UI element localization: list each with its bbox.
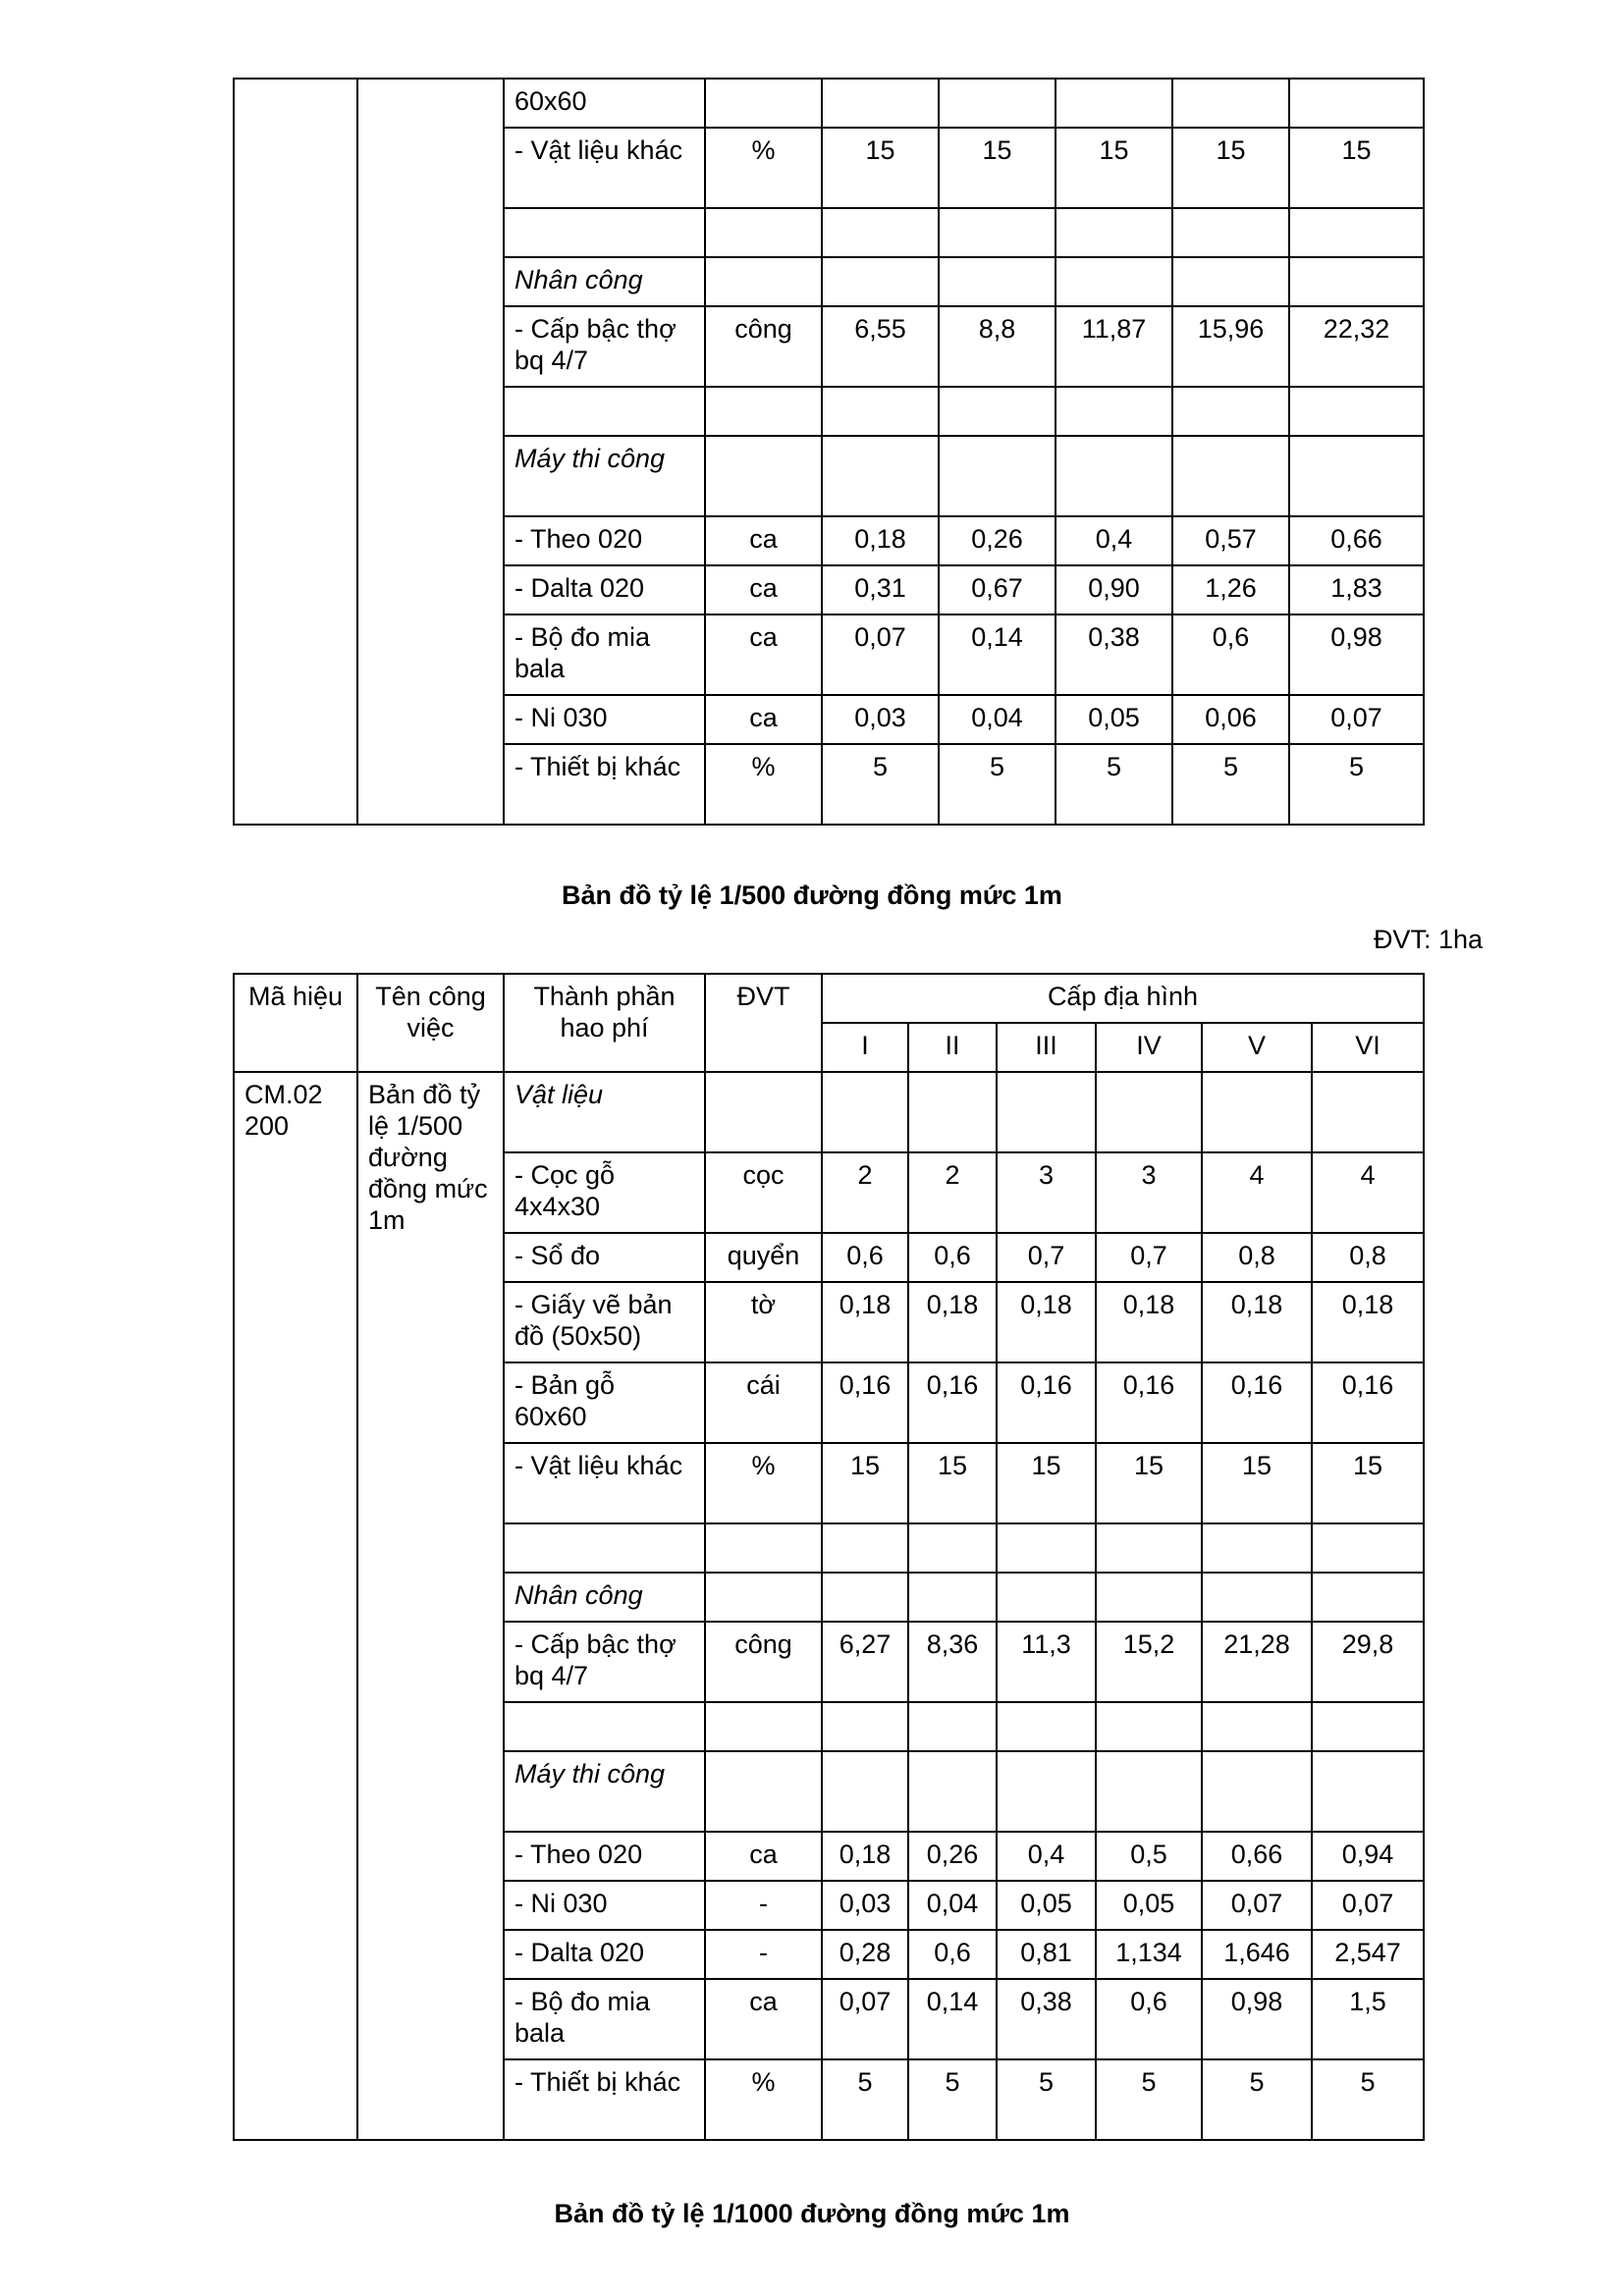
value-cell: 8,36 (908, 1622, 997, 1702)
unit-cell: cọc (705, 1152, 822, 1233)
value-cell: 0,57 (1172, 516, 1289, 565)
unit-cell: ca (705, 614, 822, 695)
value-cell (1056, 208, 1172, 257)
unit-cell (705, 257, 822, 306)
value-cell: 0,04 (939, 695, 1056, 744)
unit-cell (705, 79, 822, 128)
value-cell: 0,18 (1312, 1282, 1424, 1362)
component-cell: - Thiết bị khác (504, 2059, 705, 2140)
unit-cell (705, 1702, 822, 1751)
value-cell (1312, 1072, 1424, 1152)
value-cell: 6,27 (822, 1622, 908, 1702)
unit-cell: % (705, 128, 822, 208)
value-cell: 15 (1096, 1443, 1202, 1523)
value-cell (822, 1573, 908, 1622)
unit-cell: công (705, 306, 822, 387)
value-cell (1289, 79, 1424, 128)
value-cell: 15,96 (1172, 306, 1289, 387)
value-cell (939, 79, 1056, 128)
component-cell: 60x60 (504, 79, 705, 128)
value-cell: 0,31 (822, 565, 939, 614)
col-header-component: Thành phần hao phí (504, 974, 705, 1072)
value-cell (908, 1573, 997, 1622)
value-cell (997, 1072, 1096, 1152)
component-cell: - Cọc gỗ 4x4x30 (504, 1152, 705, 1233)
value-cell (1096, 1702, 1202, 1751)
value-cell (1056, 387, 1172, 436)
unit-cell: - (705, 1930, 822, 1979)
value-cell: 0,28 (822, 1930, 908, 1979)
value-cell: 0,7 (997, 1233, 1096, 1282)
value-cell: 1,26 (1172, 565, 1289, 614)
value-cell: 0,94 (1312, 1832, 1424, 1881)
value-cell: 0,06 (1172, 695, 1289, 744)
value-cell: 15 (1289, 128, 1424, 208)
table-row (234, 79, 1424, 128)
value-cell: 0,05 (1056, 695, 1172, 744)
value-cell (1172, 257, 1289, 306)
value-cell (822, 436, 939, 516)
value-cell: 0,6 (822, 1233, 908, 1282)
value-cell (939, 257, 1056, 306)
value-cell: 5 (822, 2059, 908, 2140)
value-cell: 5 (1202, 2059, 1312, 2140)
value-cell: 0,98 (1289, 614, 1424, 695)
value-cell: 21,28 (1202, 1622, 1312, 1702)
unit-cell: % (705, 2059, 822, 2140)
unit-cell: ca (705, 695, 822, 744)
unit-note: ĐVT: 1ha (1373, 925, 1483, 954)
value-cell (1202, 1751, 1312, 1832)
value-cell: 15 (1172, 128, 1289, 208)
component-cell: - Bộ đo mia bala (504, 1979, 705, 2059)
value-cell: 0,07 (1312, 1881, 1424, 1930)
value-cell: 0,6 (908, 1233, 997, 1282)
value-cell: 5 (997, 2059, 1096, 2140)
value-cell: 15 (822, 1443, 908, 1523)
section-label: Máy thi công (504, 1751, 705, 1832)
value-cell: 4 (1312, 1152, 1424, 1233)
code-cell (234, 79, 357, 825)
unit-cell: ca (705, 565, 822, 614)
unit-cell: ca (705, 1979, 822, 2059)
component-cell (504, 387, 705, 436)
unit-cell (705, 1573, 822, 1622)
value-cell (997, 1702, 1096, 1751)
col-header-level: III (997, 1023, 1096, 1072)
value-cell: 5 (822, 744, 939, 825)
col-header-work: Tên công việc (357, 974, 504, 1072)
col-header-level: IV (1096, 1023, 1202, 1072)
value-cell: 11,87 (1056, 306, 1172, 387)
value-cell: 0,98 (1202, 1979, 1312, 2059)
work-name-cell (357, 79, 504, 825)
value-cell: 5 (1056, 744, 1172, 825)
component-cell: - Sổ đo (504, 1233, 705, 1282)
value-cell (822, 1072, 908, 1152)
value-cell: 1,134 (1096, 1930, 1202, 1979)
value-cell (1289, 436, 1424, 516)
value-cell (1202, 1702, 1312, 1751)
unit-cell (705, 1072, 822, 1152)
value-cell: 0,38 (997, 1979, 1096, 2059)
value-cell (1096, 1523, 1202, 1573)
value-cell (1056, 436, 1172, 516)
component-cell: - Vật liệu khác (504, 1443, 705, 1523)
section-heading: Bản đồ tỷ lệ 1/500 đường đồng mức 1m (562, 881, 1062, 910)
value-cell: 0,18 (822, 1832, 908, 1881)
value-cell: 0,8 (1202, 1233, 1312, 1282)
unit-cell: ca (705, 516, 822, 565)
value-cell: 0,03 (822, 1881, 908, 1930)
value-cell: 4 (1202, 1152, 1312, 1233)
value-cell (939, 208, 1056, 257)
value-cell: 0,66 (1202, 1832, 1312, 1881)
value-cell (1096, 1573, 1202, 1622)
component-cell (504, 208, 705, 257)
component-cell: - Giấy vẽ bản đồ (50x50) (504, 1282, 705, 1362)
value-cell: 1,83 (1289, 565, 1424, 614)
component-cell: - Cấp bậc thợ bq 4/7 (504, 306, 705, 387)
section-label: Nhân công (504, 257, 705, 306)
value-cell: 0,16 (1312, 1362, 1424, 1443)
value-cell: 1,5 (1312, 1979, 1424, 2059)
value-cell: 0,6 (908, 1930, 997, 1979)
value-cell (1312, 1523, 1424, 1573)
value-cell: 3 (1096, 1152, 1202, 1233)
value-cell (1202, 1573, 1312, 1622)
component-cell: - Cấp bậc thợ bq 4/7 (504, 1622, 705, 1702)
value-cell (1096, 1072, 1202, 1152)
value-cell: 0,26 (908, 1832, 997, 1881)
unit-cell: ca (705, 1832, 822, 1881)
value-cell (1202, 1072, 1312, 1152)
value-cell: 2 (822, 1152, 908, 1233)
work-name-cell: Bản đồ tỷ lệ 1/500 đường đồng mức 1m (357, 1072, 504, 2140)
value-cell (908, 1702, 997, 1751)
component-cell: - Theo 020 (504, 516, 705, 565)
value-cell (822, 79, 939, 128)
header-row (234, 974, 1424, 1023)
value-cell: 15 (1312, 1443, 1424, 1523)
value-cell (822, 1751, 908, 1832)
value-cell (908, 1751, 997, 1832)
value-cell (1056, 257, 1172, 306)
value-cell: 1,646 (1202, 1930, 1312, 1979)
value-cell: 0,07 (1202, 1881, 1312, 1930)
value-cell (939, 387, 1056, 436)
component-cell: - Theo 020 (504, 1832, 705, 1881)
value-cell: 0,14 (939, 614, 1056, 695)
value-cell (822, 1702, 908, 1751)
value-cell: 0,4 (997, 1832, 1096, 1881)
value-cell (1202, 1523, 1312, 1573)
value-cell: 2,547 (1312, 1930, 1424, 1979)
value-cell: 0,16 (822, 1362, 908, 1443)
value-cell: 0,16 (1202, 1362, 1312, 1443)
value-cell: 3 (997, 1152, 1096, 1233)
value-cell: 15 (908, 1443, 997, 1523)
value-cell (822, 1523, 908, 1573)
value-cell: 0,18 (822, 516, 939, 565)
component-cell (504, 1702, 705, 1751)
unit-cell (705, 387, 822, 436)
col-header-terrain: Cấp địa hình (822, 974, 1424, 1023)
value-cell (822, 257, 939, 306)
value-cell: 5 (908, 2059, 997, 2140)
col-header-level: II (908, 1023, 997, 1072)
unit-cell: % (705, 744, 822, 825)
value-cell: 0,38 (1056, 614, 1172, 695)
value-cell: 0,8 (1312, 1233, 1424, 1282)
value-cell (908, 1523, 997, 1573)
value-cell: 15 (822, 128, 939, 208)
col-header-level: V (1202, 1023, 1312, 1072)
value-cell: 0,16 (908, 1362, 997, 1443)
value-cell: 0,4 (1056, 516, 1172, 565)
value-cell: 0,05 (1096, 1881, 1202, 1930)
unit-cell: % (705, 1443, 822, 1523)
unit-cell (705, 1523, 822, 1573)
section-label: Nhân công (504, 1573, 705, 1622)
value-cell: 15 (939, 128, 1056, 208)
value-cell: 15,2 (1096, 1622, 1202, 1702)
value-cell: 0,26 (939, 516, 1056, 565)
col-header-code: Mã hiệu (234, 974, 357, 1072)
value-cell (908, 1072, 997, 1152)
value-cell: 5 (1289, 744, 1424, 825)
code-cell: CM.02 200 (234, 1072, 357, 2140)
value-cell: 0,6 (1172, 614, 1289, 695)
value-cell: 0,16 (997, 1362, 1096, 1443)
value-cell: 0,07 (822, 614, 939, 695)
value-cell (1172, 79, 1289, 128)
value-cell: 0,05 (997, 1881, 1096, 1930)
value-cell (1289, 387, 1424, 436)
col-header-level: VI (1312, 1023, 1424, 1072)
value-cell (1172, 387, 1289, 436)
value-cell (822, 208, 939, 257)
component-cell (504, 1523, 705, 1573)
value-cell: 22,32 (1289, 306, 1424, 387)
value-cell: 15 (1056, 128, 1172, 208)
value-cell: 0,81 (997, 1930, 1096, 1979)
value-cell: 0,18 (822, 1282, 908, 1362)
unit-cell: - (705, 1881, 822, 1930)
unit-cell (705, 436, 822, 516)
table-row (234, 1072, 1424, 1152)
value-cell (997, 1573, 1096, 1622)
value-cell (1312, 1751, 1424, 1832)
unit-cell: quyển (705, 1233, 822, 1282)
value-cell: 15 (1202, 1443, 1312, 1523)
value-cell: 0,5 (1096, 1832, 1202, 1881)
component-cell: - Dalta 020 (504, 1930, 705, 1979)
value-cell: 0,90 (1056, 565, 1172, 614)
value-cell (1312, 1573, 1424, 1622)
col-header-unit: ĐVT (705, 974, 822, 1072)
value-cell (1172, 436, 1289, 516)
value-cell: 5 (1312, 2059, 1424, 2140)
norm-table-continued (233, 78, 1425, 826)
value-cell: 0,18 (908, 1282, 997, 1362)
value-cell: 0,04 (908, 1881, 997, 1930)
unit-cell: tờ (705, 1282, 822, 1362)
value-cell: 0,14 (908, 1979, 997, 2059)
component-cell: - Bản gỗ 60x60 (504, 1362, 705, 1443)
section-heading: Bản đồ tỷ lệ 1/1000 đường đồng mức 1m (554, 2199, 1070, 2228)
value-cell: 8,8 (939, 306, 1056, 387)
value-cell: 0,67 (939, 565, 1056, 614)
value-cell: 5 (1096, 2059, 1202, 2140)
component-cell: - Ni 030 (504, 1881, 705, 1930)
value-cell: 0,18 (1096, 1282, 1202, 1362)
value-cell: 0,16 (1096, 1362, 1202, 1443)
component-cell: - Ni 030 (504, 695, 705, 744)
value-cell: 6,55 (822, 306, 939, 387)
value-cell (997, 1751, 1096, 1832)
value-cell: 0,07 (1289, 695, 1424, 744)
norm-table (233, 973, 1425, 2141)
component-cell: - Vật liệu khác (504, 128, 705, 208)
value-cell (997, 1523, 1096, 1573)
value-cell (822, 387, 939, 436)
value-cell (1312, 1702, 1424, 1751)
value-cell: 0,6 (1096, 1979, 1202, 2059)
unit-cell: công (705, 1622, 822, 1702)
value-cell (1289, 257, 1424, 306)
component-cell: - Dalta 020 (504, 565, 705, 614)
value-cell: 11,3 (997, 1622, 1096, 1702)
value-cell (1056, 79, 1172, 128)
value-cell: 29,8 (1312, 1622, 1424, 1702)
section-label: Máy thi công (504, 436, 705, 516)
value-cell: 5 (1172, 744, 1289, 825)
value-cell (939, 436, 1056, 516)
unit-cell (705, 208, 822, 257)
value-cell: 0,18 (1202, 1282, 1312, 1362)
value-cell: 0,03 (822, 695, 939, 744)
value-cell: 0,66 (1289, 516, 1424, 565)
value-cell: 15 (997, 1443, 1096, 1523)
component-cell: - Thiết bị khác (504, 744, 705, 825)
value-cell (1289, 208, 1424, 257)
col-header-level: I (822, 1023, 908, 1072)
value-cell: 2 (908, 1152, 997, 1233)
value-cell: 0,7 (1096, 1233, 1202, 1282)
norm-table-continued-body (234, 79, 1424, 825)
value-cell: 0,07 (822, 1979, 908, 2059)
value-cell: 0,18 (997, 1282, 1096, 1362)
value-cell (1096, 1751, 1202, 1832)
value-cell: 5 (939, 744, 1056, 825)
component-cell: - Bộ đo mia bala (504, 614, 705, 695)
section-label: Vật liệu (504, 1072, 705, 1152)
unit-cell: cái (705, 1362, 822, 1443)
unit-cell (705, 1751, 822, 1832)
value-cell (1172, 208, 1289, 257)
